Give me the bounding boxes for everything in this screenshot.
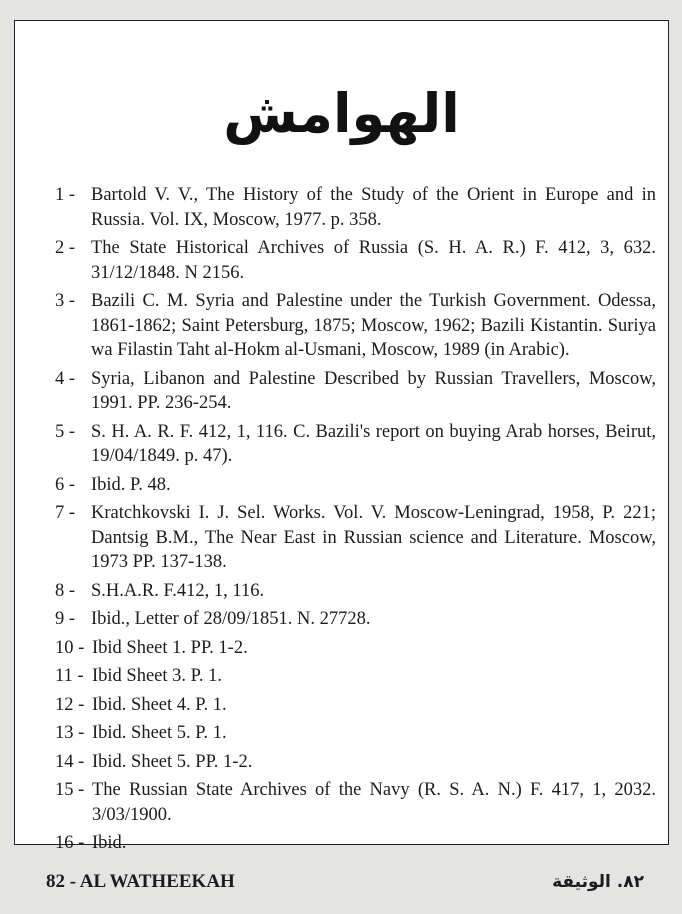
footer-page-label: 82 - AL WATHEEKAH xyxy=(46,871,235,892)
footnote-number: 16 - xyxy=(55,833,85,853)
footnote-number: 13 - xyxy=(55,723,85,743)
footnote-text: Ibid Sheet 3. P. 1. xyxy=(92,666,223,686)
footnote-item xyxy=(55,420,656,469)
footnote-item xyxy=(55,236,656,285)
footnote-item xyxy=(55,473,656,498)
footnote-number: 11 - xyxy=(55,666,84,686)
footnote-item xyxy=(55,501,656,575)
footnote-number: 2 - xyxy=(55,238,76,258)
footnote-text: S. H. A. R. F. 412, 1, 116. C. Bazili's report on buying Arab horses, Beirut, 19/04/1849. p. 47). xyxy=(91,421,656,466)
footnote-item xyxy=(55,636,656,661)
footnote-item xyxy=(55,693,656,718)
footnote-text: Ibid. P. 48. xyxy=(91,474,171,495)
footnote-item xyxy=(55,183,656,232)
footnote-text: Bartold V. V., The History of the Study of the Orient in Europe and in Russia. Vol. IX, Moscow, 1977. p. 358. xyxy=(91,185,656,230)
footnote-number: 6 - xyxy=(55,474,76,495)
footnote-item xyxy=(55,831,656,856)
footnote-number: 14 - xyxy=(55,751,85,772)
footnote-number: 8 - xyxy=(55,580,76,601)
footnote-number: 5 - xyxy=(55,421,76,442)
footnote-text: The Russian State Archives of the Navy (R. S. A. N.) F. 417, 1, 2032. 3/03/1900. xyxy=(92,780,656,825)
footer-arabic-label: ٨٢. الوثيقة xyxy=(552,872,644,892)
footnote-item xyxy=(55,579,656,604)
page-frame xyxy=(14,20,669,853)
footnote-text: Bazili C. M. Syria and Palestine under the Turkish Government. Odessa, 1861-1862; Saint Petersburg, 1875; Moscow, 1962; Bazili Kistantin. Suriya wa Filastin Taht al-Hokm al-Usmani, Moscow, 1989 (in Arabic). xyxy=(91,291,656,360)
footnote-text: S.H.A.R. F.412, 1, 116. xyxy=(91,580,265,601)
footnote-text: Ibid. xyxy=(92,833,127,853)
footnote-item xyxy=(55,778,656,827)
footnote-item xyxy=(55,289,656,363)
footnote-text: Ibid., Letter of 28/09/1851. N. 27728. xyxy=(91,609,371,629)
footnote-item xyxy=(55,607,656,632)
footnote-number: 15 - xyxy=(55,780,85,800)
footnote-text: The State Historical Archives of Russia (S. H. A. R.) F. 412, 3, 632. 31/12/1848. N 2156. xyxy=(91,238,656,283)
footnote-number: 4 - xyxy=(55,368,76,389)
footnote-text: Syria, Libanon and Palestine Described by Russian Travellers, Moscow, 1991. PP. 236-254. xyxy=(91,368,656,413)
footnote-item xyxy=(55,367,656,416)
footnote-text: Ibid Sheet 1. PP. 1-2. xyxy=(92,637,248,658)
footnote-number: 3 - xyxy=(55,291,76,311)
footnote-text: Ibid. Sheet 4. P. 1. xyxy=(92,694,227,715)
footnote-item xyxy=(55,664,656,689)
footnote-text: Ibid. Sheet 5. PP. 1-2. xyxy=(92,751,253,772)
footnote-number: 7 - xyxy=(55,503,76,523)
footnote-text: Ibid. Sheet 5. P. 1. xyxy=(92,723,227,743)
page-title: الهوامش xyxy=(223,82,460,145)
page-footer xyxy=(24,868,658,896)
footnote-text: Kratchkovski I. J. Sel. Works. Vol. V. Moscow-Leningrad, 1958, P. 221; Dantsig B.M., The Near East in Russian science and Literature. Moscow, 1973 PP. 137-138. xyxy=(91,503,656,572)
footnote-item xyxy=(55,721,656,746)
footnote-number: 12 - xyxy=(55,694,85,715)
footnote-number: 1 - xyxy=(55,185,76,205)
footnote-number: 9 - xyxy=(55,609,76,629)
footnote-item xyxy=(55,750,656,775)
footnotes-list xyxy=(55,183,656,860)
footnote-number: 10 - xyxy=(55,637,85,658)
